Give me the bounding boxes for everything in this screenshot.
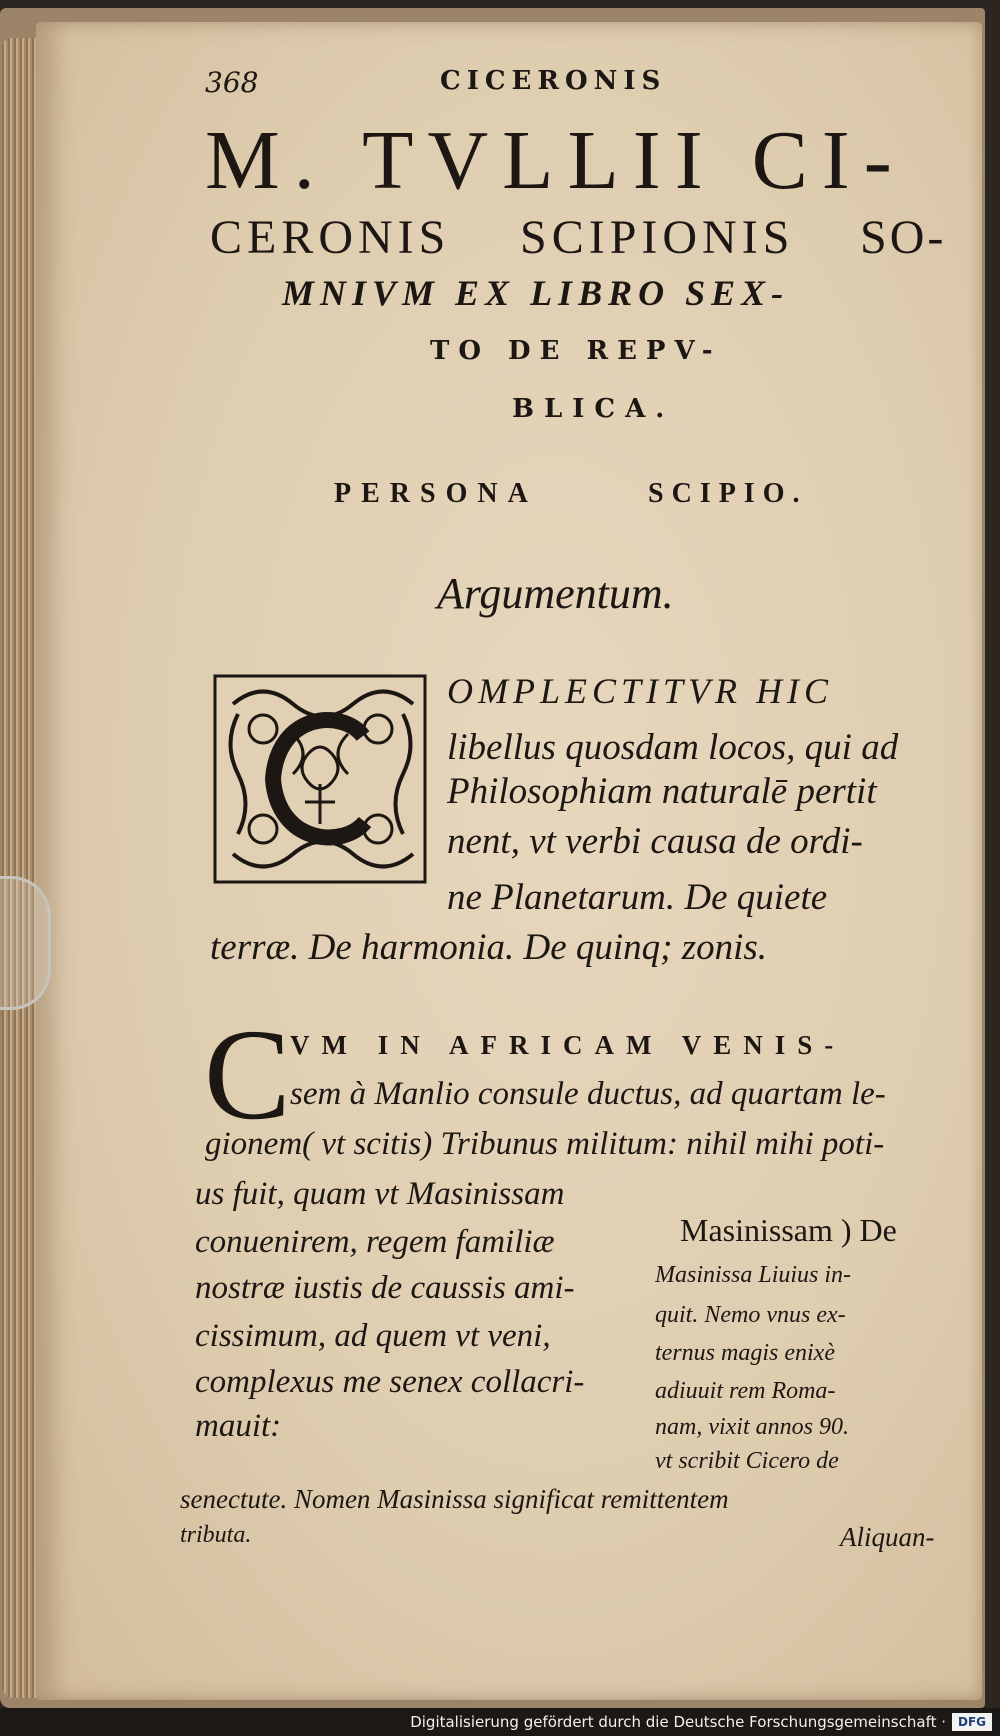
argument-line-3: Philosophiam naturalē pertit	[447, 771, 877, 812]
main-line-8: complexus me senex collacri-	[195, 1364, 585, 1400]
marginal-note-line-1: Masinissa Liuius in-	[655, 1262, 852, 1288]
argument-line-2: libellus quosdam locos, qui ad	[447, 727, 899, 768]
marginal-note-bottom-line-2: tributa.	[180, 1522, 252, 1548]
persona-label: PERSONA	[334, 478, 538, 509]
main-line-3: gionem( vt scitis) Tribunus militum: nihil mihi poti-	[205, 1126, 885, 1162]
marginal-note-line-3: ternus magis enixè	[655, 1340, 835, 1366]
argument-line-4: nent, vt verbi causa de ordi-	[447, 821, 863, 862]
main-line-9: mauit:	[195, 1408, 282, 1444]
running-head: CICERONIS	[440, 66, 667, 96]
marginal-note-line-5: nam, vixit annos 90.	[655, 1414, 849, 1440]
main-line-2: sem à Manlio consule ductus, ad quartam le-	[290, 1076, 886, 1112]
argument-line-5: ne Planetarum. De quiete	[447, 877, 828, 918]
main-line-1: VM IN AFRICAM VENIS-	[290, 1030, 846, 1060]
footer-bar	[0, 1708, 1000, 1736]
marginal-note-bottom-line-1: senectute. Nomen Masinissa significat remittentem	[180, 1484, 729, 1514]
title-line-5: BLICA.	[512, 394, 675, 424]
marginal-note-line-2: quit. Nemo vnus ex-	[655, 1302, 846, 1328]
title-line-2b: SCIPIONIS	[520, 211, 795, 264]
main-line-7: cissimum, ad quem vt veni,	[195, 1318, 551, 1354]
marginal-note-line-6: vt scribit Cicero de	[655, 1448, 839, 1474]
argument-line-6: terræ. De harmonia. De quinq; zonis.	[210, 927, 768, 968]
dfg-logo: DFG	[952, 1713, 992, 1731]
marginal-note-head: Masinissam ) De	[680, 1212, 897, 1248]
argument-heading: Argumentum.	[437, 569, 674, 618]
persona-name: SCIPIO.	[648, 478, 808, 509]
argument-line-1: OMPLECTITVR HIC	[447, 671, 834, 711]
main-text-initial: C	[204, 1003, 291, 1147]
title-line-2c: SO-	[860, 211, 947, 264]
title-line-3: MNIVM EX LIBRO SEX-	[282, 273, 790, 313]
main-line-5: conuenirem, regem familiæ	[195, 1224, 555, 1260]
page-number: 368	[205, 66, 259, 99]
title-line-4: TO DE REPV-	[430, 336, 722, 366]
title-line-2a: CERONIS	[210, 211, 451, 264]
marginal-note-line-4: adiuuit rem Roma-	[655, 1378, 836, 1404]
catchword: Aliquan-	[840, 1522, 935, 1552]
decorated-initial-c	[213, 674, 427, 884]
main-line-4: us fuit, quam vt Masinissam	[195, 1176, 565, 1212]
footer-credit: Digitalisierung gefördert durch die Deutsche Forschungsgemeinschaft ·	[410, 1713, 946, 1731]
title-line-1: M. TVLLII CI-	[205, 114, 906, 207]
main-line-6: nostræ iustis de caussis ami-	[195, 1270, 575, 1306]
paper-clip	[0, 876, 51, 1010]
